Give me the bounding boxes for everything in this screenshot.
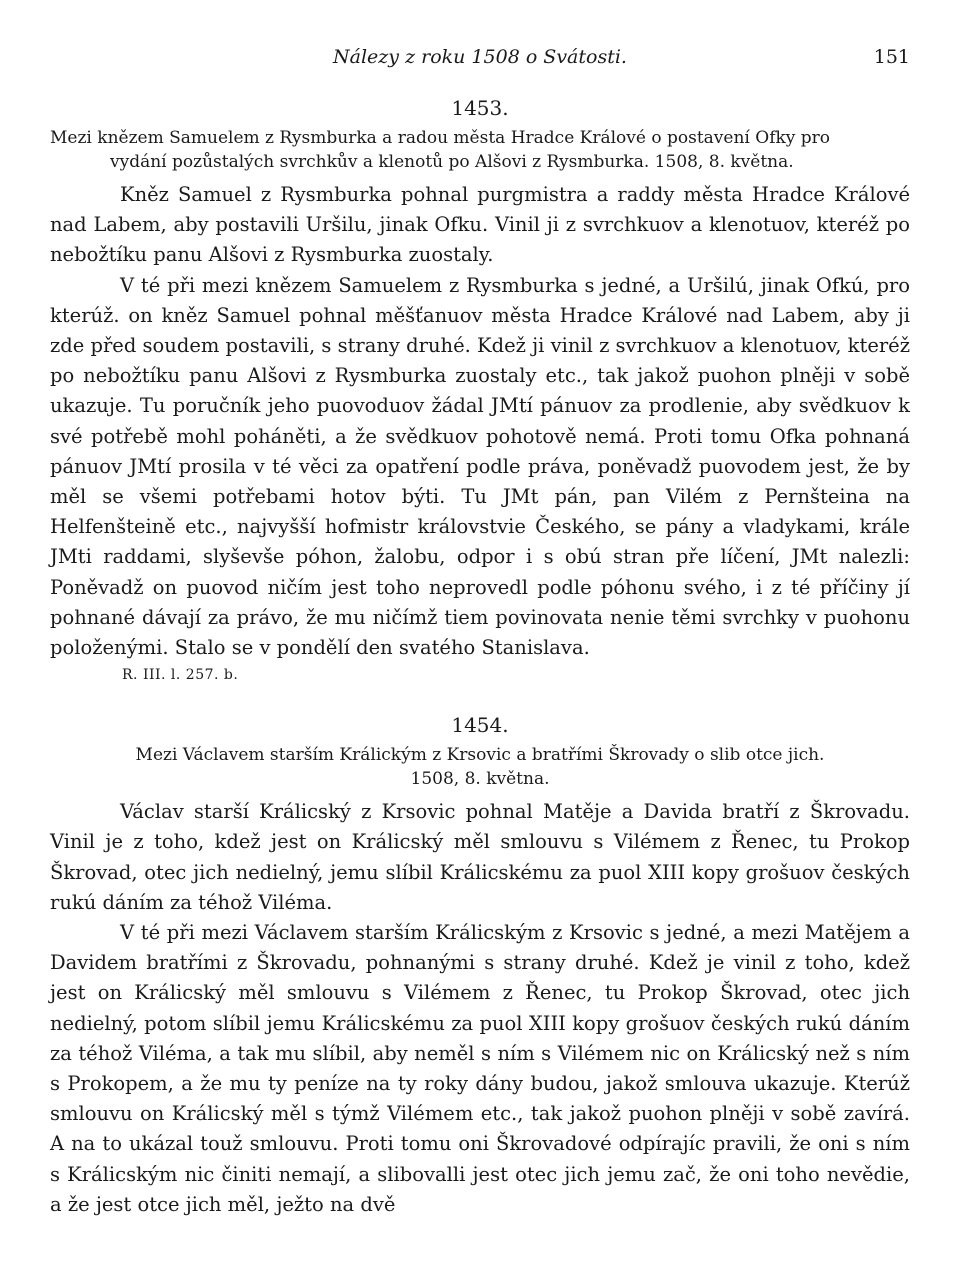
body-paragraph: V té při mezi knězem Samuelem z Rysmburka s jedné, a Uršilú, jinak Ofkú, pro kterúž. on kněz Samuel pohnal měšťanuov města Hradce Králové nad Labem, aby ji zde před soudem postavili, s strany druhé. Kdež ji vinil z svrchkuov a klenotuov, kteréž po nebožtíku panu Alšovi z Rysmburka zuostaly etc., tak jakož puohon plněji v sobě ukazuje. Tu poručník jeho puovoduov žádal JMtí pánuov za prodlenie, aby svědkuov k své potřebě mohl poháněti, a že svědkuov pohotově nemá. Proti tomu Ofka pohnaná pánuov JMtí prosila v té věci za opatření podle práva, poněvadž puovodem jest, že by měl se všemi potřebami hotov býti. Tu JMt pán, pan Vilém z Pernšteina na Helfenšteině etc., najvyšší hofmistr královstvie Českého, se pány a vladykami, krále JMti raddami, slyševše póhon, žalobu, odpor i s obú stran pře líčení, JMt nalezli: Poněvadž on puovod ničím jest toho neprovedl podle póhonu svého, i z té příčiny jí pohnané dávají za právo, že mu ničímž tiem povinovata nenie těmi svrchky v puohonu položenými. Stalo se v pondělí den svatého Stanislava. [50, 273, 910, 660]
entry-body [50, 180, 910, 663]
entry-number: 1453. [451, 96, 509, 120]
summary-line: 1508, 8. května. [410, 769, 550, 790]
entry-summary [50, 126, 910, 174]
summary-line: Mezi knězem Samuelem z Rysmburka a radou města Hradce Králové o postavení Ofky pro [50, 128, 831, 148]
page-header [50, 38, 910, 74]
entry-1453 [50, 96, 910, 683]
entry-body [50, 797, 910, 1220]
summary-line: Mezi Václavem starším Králickým z Krsovic a bratřími Škrovady o slib otce jich. [135, 745, 825, 766]
book-page [50, 38, 910, 1220]
entry-1454 [50, 713, 910, 1220]
entry-summary [50, 743, 910, 791]
page-number: 151 [873, 46, 910, 68]
entry-number: 1454. [451, 713, 509, 738]
body-paragraph: Václav starší Králicský z Krsovic pohnal Matěje a Davida bratří z Škrovadu. Vinil je z toho, kdež jest on Králicský měl smlouvu s Vilémem z Řenec, tu Prokop Škrovad, otec jich nedielný, jemu slíbil Králicskému za puol XIII kopy grošuov českých rukú dáním za téhož Viléma. [50, 800, 910, 914]
archival-reference: R. III. l. 257. b. [122, 667, 239, 684]
body-paragraph: Kněz Samuel z Rysmburka pohnal purgmistra a raddy města Hradce Králové nad Labem, aby postavili Uršilu, jinak Ofku. Vinil ji z svrchkuov a klenotuov, kteréž po nebožtíku panu Alšovi z Rysmburka zuostaly. [50, 183, 910, 267]
running-title: Nálezy z roku 1508 o Svátosti. [333, 46, 627, 68]
body-paragraph: V té při mezi Václavem starším Králicským z Krsovic s jedné, a mezi Matějem a Davidem bratřími z Škrovadu, pohnanými s strany druhé. Kdež je vinil z toho, kdež jest on Králicský měl smlouvu s Vilémem z Řenec, tu Prokop Škrovad, otec jich nedielný, potom slíbil jemu Králicskému za puol XIII kopy grošuov českých rukú dáním za téhož Viléma, a tak mu slíbil, aby neměl s ním s Vilémem nic on Králicský než s ním s Prokopem, a že mu ty peníze na ty roky dány budou, jakož smlouva ukazuje. Kterúž smlouvu on Králicský měl s týmž Vilémem etc., tak jakož puohon plněji v sobě zavírá. A na to ukázal touž smlouvu. Proti tomu oni Škrovadové odpírajíc pravili, že oni s ním s Králicským nic činiti nemají, a slibovalli jest otec jich jemu zač, že oni toho nevědie, a že jest otce jich měl, ježto na dvě [50, 921, 910, 1216]
summary-line: vydání pozůstalých svrchkův a klenotů po Alšovi z Rysmburka. 1508, 8. května. [110, 152, 794, 172]
